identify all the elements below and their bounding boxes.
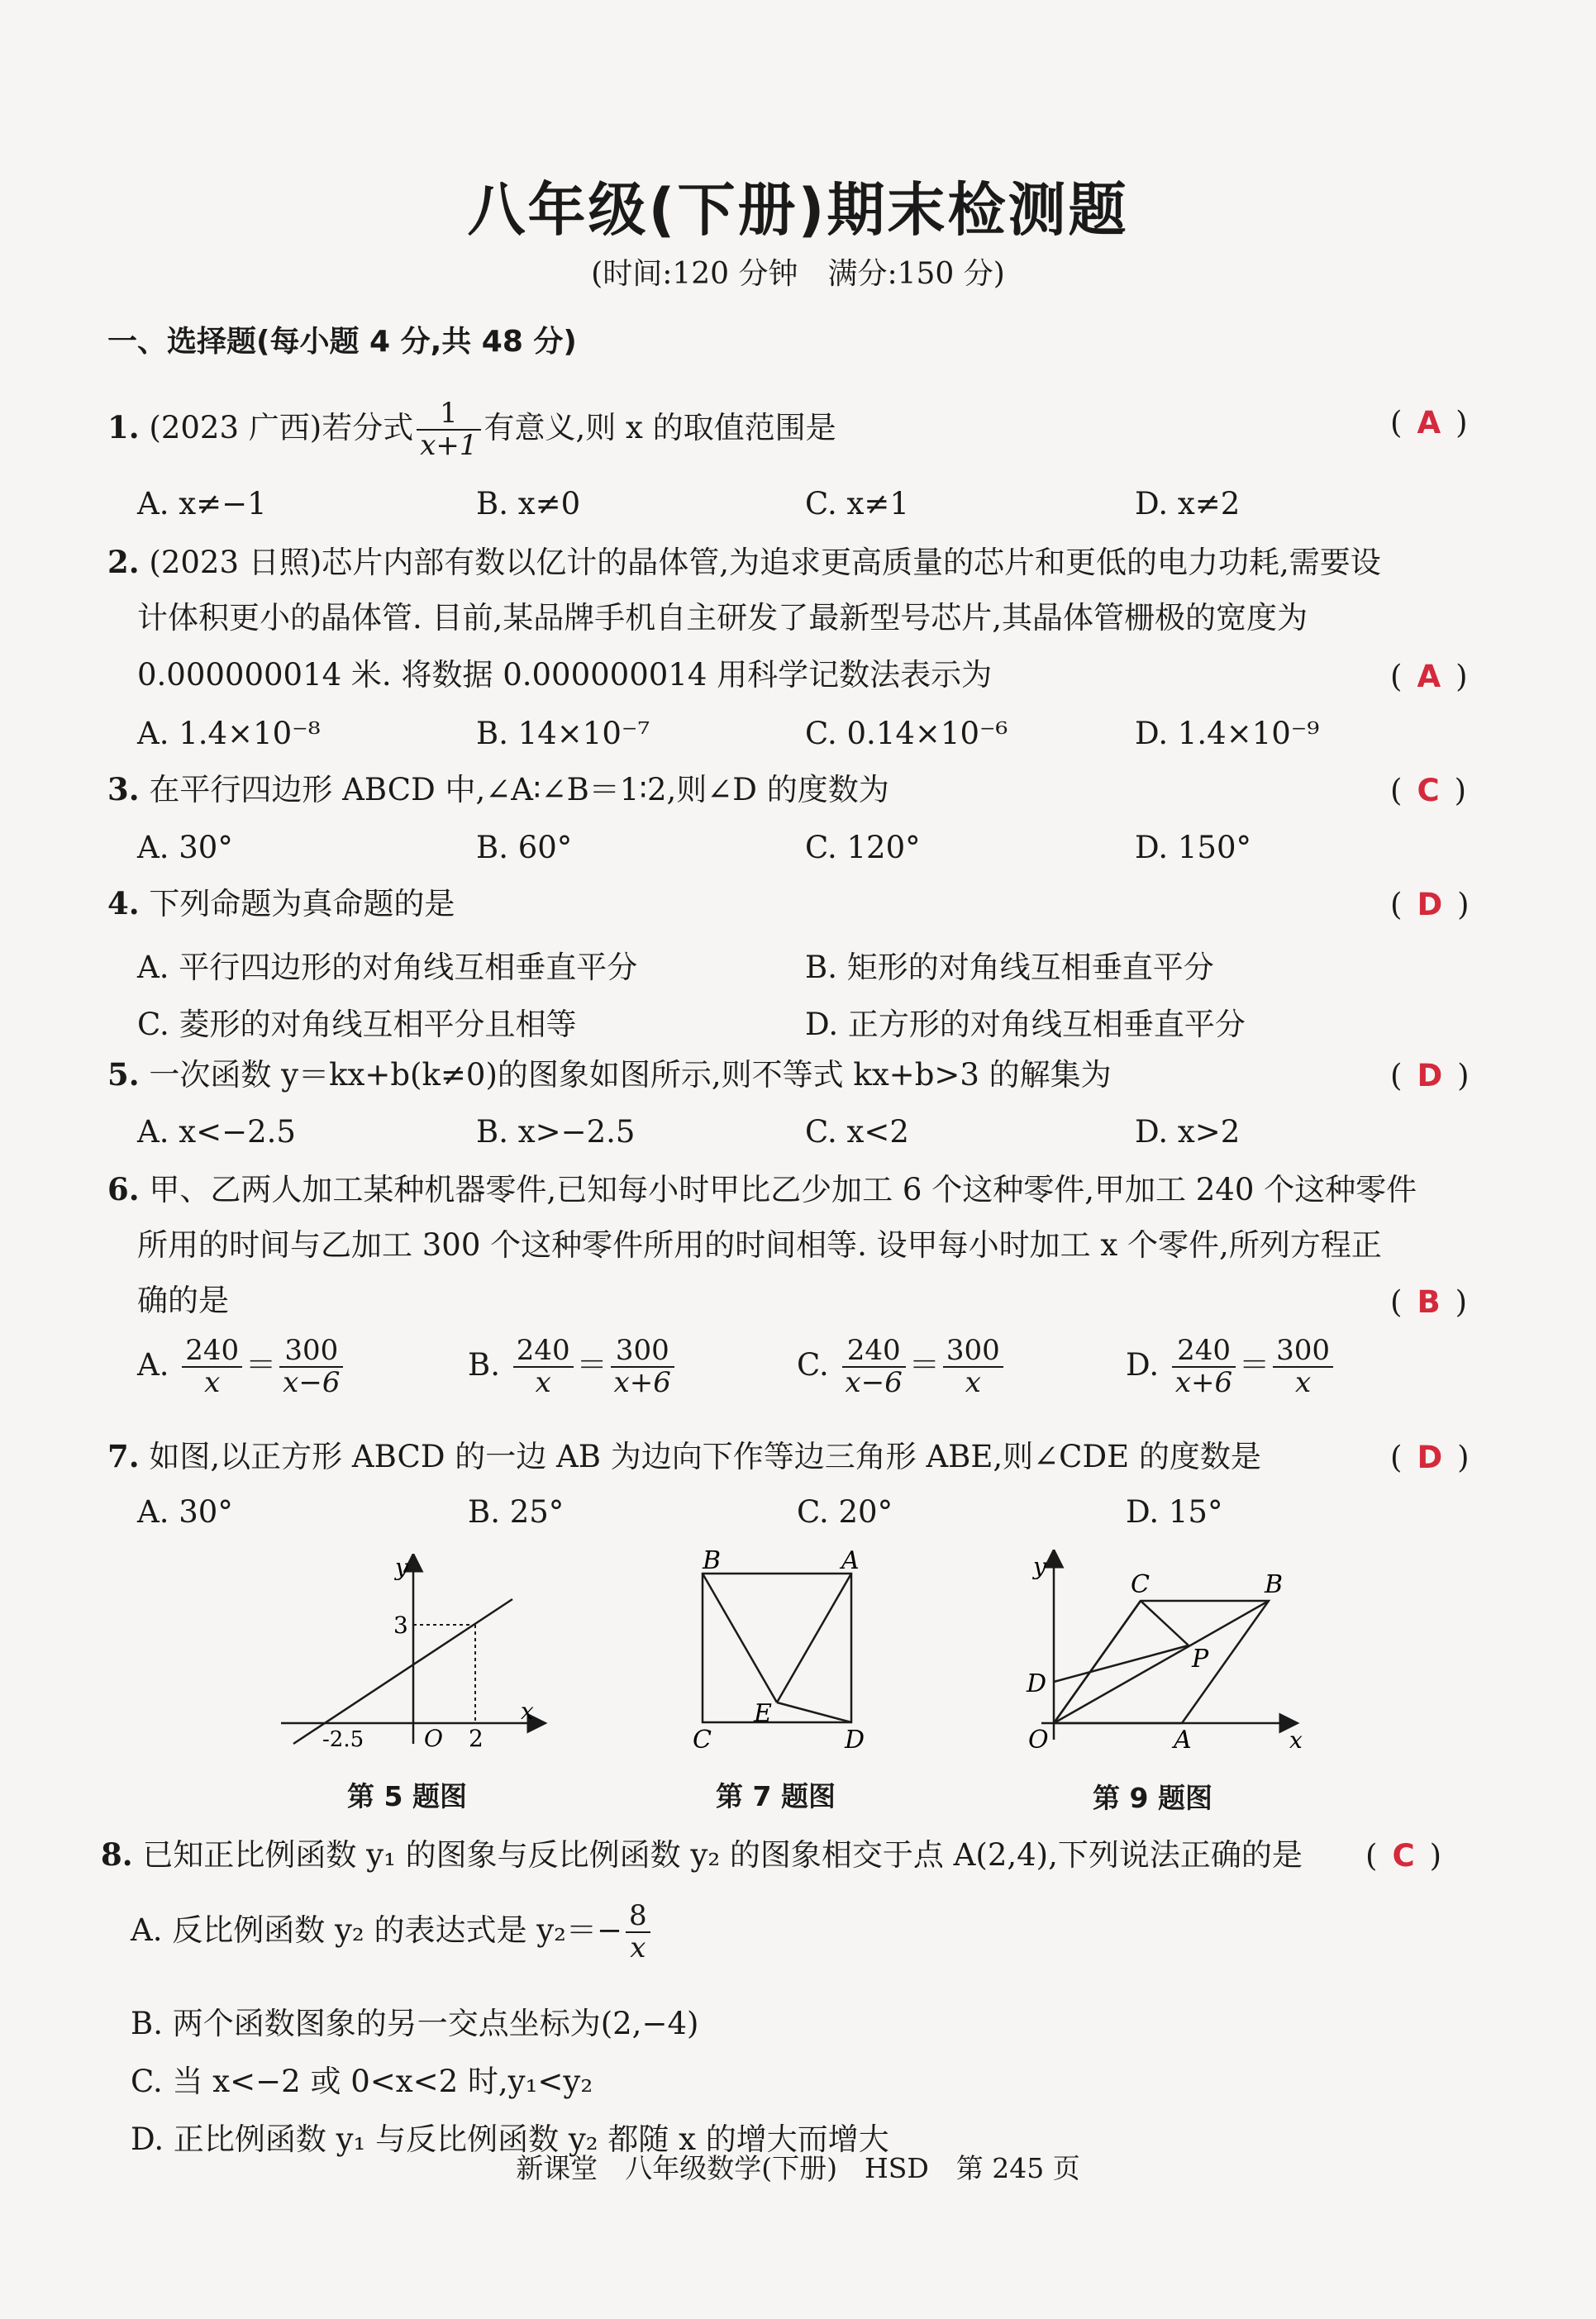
question-stem: 一次函数 y＝kx+b(k≠0)的图象如图所示,则不等式 kx+b>3 的解集为	[149, 1057, 1112, 1093]
option-d: D. 正比例函数 y₁ 与反比例函数 y₂ 都随 x 的增大而增大	[131, 2121, 889, 2157]
answer-letter: A	[1417, 405, 1441, 440]
segment-cp	[1141, 1601, 1189, 1645]
option-d: D. x≠2	[1135, 486, 1241, 521]
x-label: x	[521, 1698, 534, 1725]
option-d: D. 15°	[1126, 1494, 1223, 1530]
option-b: B. 两个函数图象的另一交点坐标为(2,−4)	[131, 2006, 699, 2041]
page-title: 八年级(下册)期末检测题	[467, 176, 1129, 244]
option-a: A. x≠−1	[137, 486, 267, 521]
option-c: C. 0.14×10⁻⁶	[805, 716, 1008, 751]
answer-1: ( A )	[1390, 405, 1468, 440]
question-2	[107, 544, 1381, 581]
segment-be	[703, 1574, 777, 1702]
answer-letter: C	[1417, 773, 1440, 808]
fraction: $\frac{1}{x+1}$	[417, 398, 480, 462]
answer-8: ( C )	[1365, 1838, 1442, 1874]
segment-dp	[1054, 1645, 1189, 1682]
question-4	[107, 885, 455, 922]
question-7	[107, 1438, 1261, 1475]
option-b: B. 矩形的对角线互相垂直平分	[805, 950, 1214, 985]
figure-7-caption: 第 7 题图	[716, 1780, 836, 1812]
answer-3: ( C )	[1390, 773, 1467, 808]
question-number: 2.	[107, 544, 140, 580]
option-d: D. $\frac{240}{x+6}$ ＝ $\frac{300}{x}$	[1126, 1336, 1336, 1399]
option-c: C. 120°	[805, 830, 921, 865]
point-c-label: C	[693, 1726, 712, 1755]
question-stem: 下列命题为真命题的是	[149, 886, 455, 921]
answer-letter: D	[1417, 1058, 1443, 1093]
point-a-label: A	[841, 1546, 860, 1575]
point-o-label: O	[1028, 1726, 1049, 1755]
answer-letter: C	[1392, 1838, 1415, 1874]
option-d: D. 正方形的对角线互相垂直平分	[805, 1007, 1246, 1042]
answer-6: ( B )	[1390, 1284, 1468, 1320]
point-e-label: E	[754, 1699, 772, 1728]
point-c-label: C	[1131, 1570, 1150, 1599]
point-d-label: D	[845, 1726, 865, 1755]
tick-2: 2	[469, 1725, 484, 1752]
point-b-label: B	[1265, 1570, 1284, 1599]
question-number: 3.	[107, 771, 140, 807]
answer-letter: A	[1417, 659, 1441, 694]
x-label: x	[1289, 1726, 1303, 1754]
option-b: B. 14×10⁻⁷	[476, 716, 650, 751]
question-5	[107, 1056, 1112, 1093]
question-line: (2023 日照)芯片内部有数以亿计的晶体管,为追求更高质量的芯片和更低的电力功耗,需要设	[149, 545, 1381, 580]
section-heading: 一、选择题(每小题 4 分,共 48 分)	[107, 325, 577, 359]
option-b: B. 25°	[468, 1494, 565, 1530]
point-p-label: P	[1192, 1645, 1209, 1674]
answer-4: ( D )	[1390, 887, 1470, 922]
question-line: 确的是	[137, 1283, 229, 1318]
option-a: A. x<−2.5	[137, 1114, 296, 1150]
question-3	[107, 771, 889, 808]
question-line: 0.000000014 米. 将数据 0.000000014 用科学记数法表示为	[137, 657, 993, 693]
question-number: 7.	[107, 1438, 140, 1474]
question-line: 所用的时间与乙加工 300 个这种零件所用的时间相等. 设甲每小时加工 x 个零件,所列方程正	[137, 1227, 1382, 1263]
figure-9	[1017, 1550, 1314, 1764]
question-line: 甲、乙两人加工某种机器零件,已知每小时甲比乙少加工 6 个这种零件,甲加工 240 个这种零件	[149, 1172, 1417, 1207]
point-b-label: B	[703, 1546, 722, 1575]
answer-7: ( D )	[1390, 1440, 1470, 1475]
question-number: 8.	[101, 1836, 133, 1873]
answer-5: ( D )	[1390, 1058, 1470, 1093]
exam-info: (时间:120 分钟 满分:150 分)	[591, 257, 1005, 291]
question-stem: 有意义,则 x 的取值范围是	[484, 409, 836, 445]
figure-7	[686, 1545, 884, 1760]
option-b: B. $\frac{240}{x}$ ＝ $\frac{300}{x+6}$	[468, 1336, 678, 1399]
square-abcd	[703, 1574, 851, 1722]
option-a: A. 30°	[137, 830, 233, 865]
option-c: C. 菱形的对角线互相平分且相等	[137, 1007, 577, 1042]
question-number: 6.	[107, 1171, 140, 1207]
answer-letter: D	[1417, 887, 1443, 922]
answer-2: ( A )	[1390, 659, 1468, 694]
question-stem: 已知正比例函数 y₁ 的图象与反比例函数 y₂ 的图象相交于点 A(2,4),下列说法正确的是	[142, 1837, 1303, 1873]
y-label: y	[395, 1554, 408, 1581]
point-d-label: D	[1027, 1669, 1047, 1698]
option-c: C. $\frac{240}{x-6}$ ＝ $\frac{300}{x}$	[797, 1336, 1007, 1399]
option-a: A. 1.4×10⁻⁸	[137, 716, 321, 751]
question-number: 5.	[107, 1056, 140, 1093]
figure-9-caption: 第 9 题图	[1093, 1782, 1212, 1814]
option-d: D. x>2	[1135, 1114, 1241, 1150]
origin-label: O	[424, 1725, 443, 1752]
option-a: A. 平行四边形的对角线互相垂直平分	[137, 950, 638, 985]
figure-5-caption: 第 5 题图	[347, 1780, 467, 1812]
option-a: A. 反比例函数 y₂ 的表达式是 y₂＝− $\frac{8}{x}$	[131, 1901, 654, 1964]
option-d: D. 1.4×10⁻⁹	[1135, 716, 1320, 751]
question-6	[107, 1171, 1417, 1208]
option-d: D. 150°	[1135, 830, 1251, 865]
question-8	[101, 1836, 1303, 1874]
option-b: B. x≠0	[476, 486, 581, 521]
point-a-label: A	[1174, 1726, 1192, 1755]
question-number: 1.	[107, 408, 140, 445]
y-label: y	[1033, 1553, 1046, 1580]
option-b: B. 60°	[476, 830, 573, 865]
page-footer: 新课堂 八年级数学(下册) HSD 第 245 页	[516, 2152, 1080, 2184]
option-b: B. x>−2.5	[476, 1114, 636, 1150]
segment-ae	[777, 1574, 851, 1702]
option-c: C. x≠1	[805, 486, 909, 521]
question-stem: 如图,以正方形 ABCD 的一边 AB 为边向下作等边三角形 ABE,则∠CDE 的度数是	[149, 1439, 1261, 1474]
question-1	[107, 398, 836, 462]
answer-letter: D	[1417, 1440, 1443, 1475]
option-c: C. x<2	[805, 1114, 909, 1150]
segment-de	[777, 1702, 851, 1722]
answer-letter: B	[1417, 1284, 1441, 1320]
question-stem: 在平行四边形 ABCD 中,∠A∶∠B＝1∶2,则∠D 的度数为	[149, 772, 889, 807]
option-c: C. 20°	[797, 1494, 893, 1530]
figure-5	[273, 1554, 554, 1752]
option-a: A. 30°	[137, 1494, 233, 1530]
tick-neg-2-5: -2.5	[322, 1727, 364, 1752]
question-line: 计体积更小的晶体管. 目前,某品牌手机自主研发了最新型号芯片,其晶体管栅极的宽度为	[137, 600, 1308, 636]
option-c: C. 当 x<−2 或 0<x<2 时,y₁<y₂	[131, 2064, 593, 2099]
tick-3: 3	[393, 1612, 408, 1639]
question-number: 4.	[107, 885, 140, 921]
question-stem: (2023 广西)若分式	[149, 409, 414, 445]
option-a: A. $\frac{240}{x}$ ＝ $\frac{300}{x-6}$	[137, 1336, 346, 1399]
